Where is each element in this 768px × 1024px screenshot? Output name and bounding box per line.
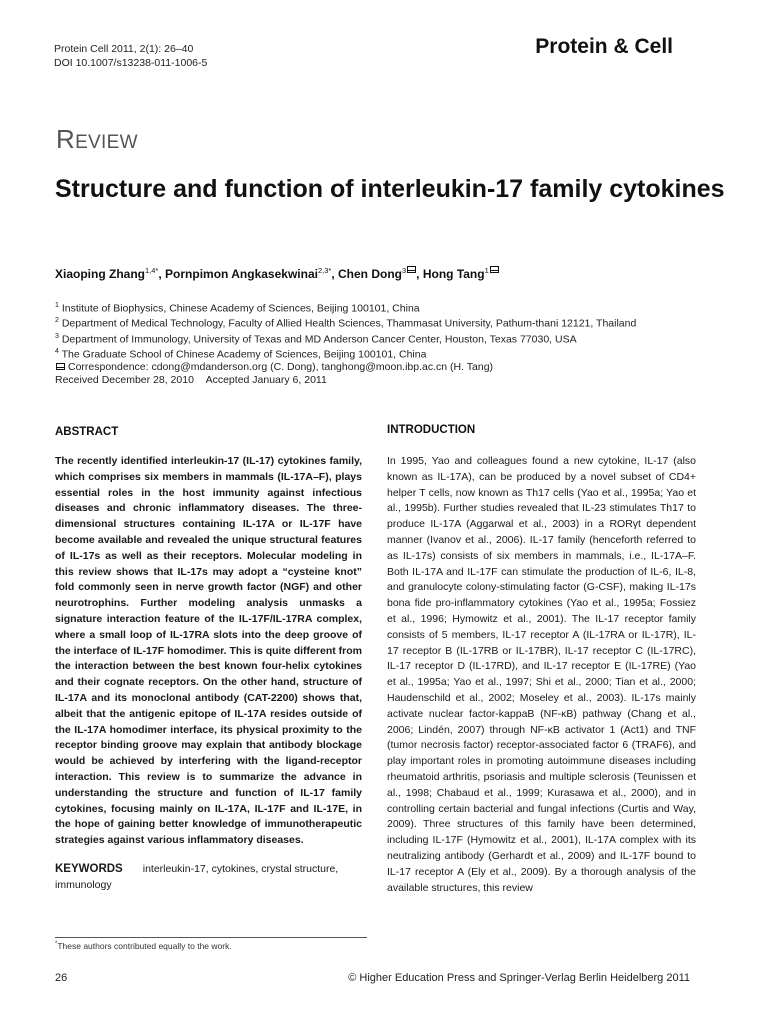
section-label-rest: EVIEW	[75, 132, 138, 153]
keywords	[55, 862, 362, 894]
author-name: Xiaoping Zhang	[55, 267, 145, 281]
author-affil: 3	[401, 266, 407, 275]
citation: Protein Cell 2011, 2(1): 26–40	[54, 43, 194, 55]
envelope-icon	[490, 266, 499, 273]
footnote	[55, 941, 232, 951]
keywords-label: KEYWORDS	[55, 862, 123, 875]
introduction-text: In 1995, Yao and colleagues found a new cytokine, IL-17 (also known as IL-17A), can be produced by a novel subset of CD4+ helper T cells, now known as Th17 cells (Yao et al., 1995a; Yao et al., 1995b). Further studies revealed that IL-23 stimulates Th17 to produce IL-17A (Aggarwal et al., 2003) in a RORγt dependent manner (Ivanov et al., 2006). IL-17 family (henceforth referred to as IL-17s) consists of six members in mammals, i.e., IL-17A–F. Both IL-17A and IL-17F can stimulate the production of IL-6, IL-8, and granulocyte colony-stimulating factor (G-CSF), making IL-17s bona fide pro-inflammatory cytokines (Yao et al., 1995a; Fossiez et al., 1996; Hymowitz et al., 2001). The IL-17 receptor family consists of 5 members, IL-17 receptor A (IL-17RA or IL-17R), IL-17 receptor B (IL-17RB or IL-17BR), IL-17 receptor C (IL-17RC), IL-17 receptor D (IL-17RD), and IL-17 receptor E (IL-17RE) (Yao et al., 1995a; Yao et al., 1997; Shi et al., 2000; Tian et al., 2000; Haudenschild et al., 2002; Moseley et al., 2003). IL-17s mainly activate nuclear factor-kappaB (NF-κB) pathway (Chang et al., 2006; Lindén, 2007) through NF-κB activator 1 (Act1) and TNF (tumor necrosis factor) receptor-associated factor 6 (TRAF6), and play important roles in promoting autoimmune diseases including rheumatoid arthritis, psoriasis and multiple sclerosis (Teunissen et al., 1998; Chabaud et al., 1999; Kurasawa et al., 2000), and in controlling certain bacterial and fungal infections (Curtis and Way, 2009). Three structures of this family have been determined, including IL-17F (Hymowitz et al., 2001), IL-17A complex with its neutralizing antibody (Gerhardt et al., 2009) and IL-17F bound to IL-17 receptor A (Ely et al., 2009). By a thorough analysis of the available structures, this review	[387, 455, 696, 894]
affiliation	[55, 346, 636, 361]
correspondence-text: Correspondence: cdong@mdanderson.org (C. Dong), tanghong@moon.ibp.ac.cn (H. Tang)	[68, 361, 494, 374]
affiliation-text: Department of Immunology, University of Texas and MD Anderson Cancer Center, Houston, Texas 77030, USA	[61, 333, 577, 346]
accepted-date: Accepted January 6, 2011	[205, 373, 327, 386]
author-name: Pornpimon Angkasekwinai	[165, 267, 318, 281]
introduction-column	[387, 424, 696, 896]
doi: DOI 10.1007/s13238-011-1006-5	[54, 57, 208, 69]
page-number: 26	[55, 972, 68, 984]
affiliation	[55, 331, 636, 346]
journal-name: Protein & Cell	[535, 35, 673, 58]
author-affil: 1,4*	[145, 266, 159, 275]
envelope-icon	[407, 266, 416, 273]
author-name: Chen Dong	[337, 267, 402, 281]
keywords-text: interleukin-17, cytokines, crystal structure, immunology	[55, 862, 339, 891]
affiliation-number: 2	[55, 317, 59, 325]
author-affil: 1	[484, 266, 489, 275]
abstract-text: The recently identified interleukin-17 (IL-17) cytokines family, which comprises six members in mammals (IL-17A–F), plays essential roles in the host immunity against infectious diseases and chronic inflammatory diseases. The three-dimensional structures containing IL-17A or IL-17F have become available and revealed the unique structural features of IL-17s as well as their receptors. Molecular modeling in this review shows that IL-17s may adopt a “cysteine knot” fold commonly seen in nerve growth factor (NGF) and other neurotrophins. Further modeling analysis unmasks a signature interaction feature of the IL-17F/IL-17RA complex, where a small loop of IL-17RA slots into the deep groove of the interface of IL-17F homodimer. This is quite different from the interaction between the best known four-helix cytokines and their cognate receptors. On the other hand, structure of IL-17A and its monoclonal antibody (CAT-2200) shows that, albeit that the antigenic epitope of IL-17A resides outside of the IL-17A homodimer interface, its physical proximity to the receptor binding groove may explain that antibody blockage would be achieved by interfering with the ligand-receptor interaction. This review is to summarize the advance in understanding the structure and function of IL-17 family cytokines, focusing mainly on IL-17A, IL-17F and IL-17E, in the hope of gaining better knowledge of immunotherapeutic strategies against various inflammatory diseases.	[55, 455, 362, 847]
dates	[55, 374, 636, 387]
affiliation-text: Institute of Biophysics, Chinese Academy of Sciences, Beijing 100101, China	[61, 302, 420, 315]
author-name: Hong Tang	[422, 267, 485, 281]
affiliation	[55, 300, 636, 315]
affiliation-number: 1	[55, 302, 59, 309]
affiliation-text: Department of Medical Technology, Faculty of Allied Health Sciences, Thammasat University, Pathum-thani 12121, Thailand	[61, 317, 637, 330]
author-list: Xiaoping Zhang$^{1,4*}$, Pornpimon Angkasekwinai$^{2,3*}$, Chen Dong$^3$ , Hong Tang$^1$	[55, 266, 499, 281]
affiliation	[55, 315, 636, 330]
affiliation-number: 4	[55, 347, 59, 355]
received-date: Received December 28, 2010	[55, 373, 194, 386]
abstract-column	[55, 426, 362, 894]
article-title: Structure and function of interleukin-17 family cytokines	[55, 175, 725, 203]
introduction-heading: INTRODUCTION	[387, 424, 476, 436]
footnote-mark: *	[55, 941, 58, 948]
envelope-icon	[56, 363, 65, 370]
author-affil: 2,3*	[317, 266, 332, 275]
article-meta	[54, 42, 207, 70]
section-label-initial: R	[56, 124, 76, 154]
correspondence	[55, 361, 636, 374]
affiliation-number: 3	[55, 332, 59, 340]
section-label	[56, 124, 138, 155]
footnote-text: These authors contributed equally to the work.	[57, 941, 232, 951]
footnote-divider	[55, 937, 367, 938]
copyright: © Higher Education Press and Springer-Verlag Berlin Heidelberg 2011	[348, 972, 690, 984]
affiliation-text: The Graduate School of Chinese Academy of Sciences, Beijing 100101, China	[61, 348, 427, 361]
affiliations	[55, 300, 636, 387]
abstract-heading: ABSTRACT	[55, 426, 119, 438]
